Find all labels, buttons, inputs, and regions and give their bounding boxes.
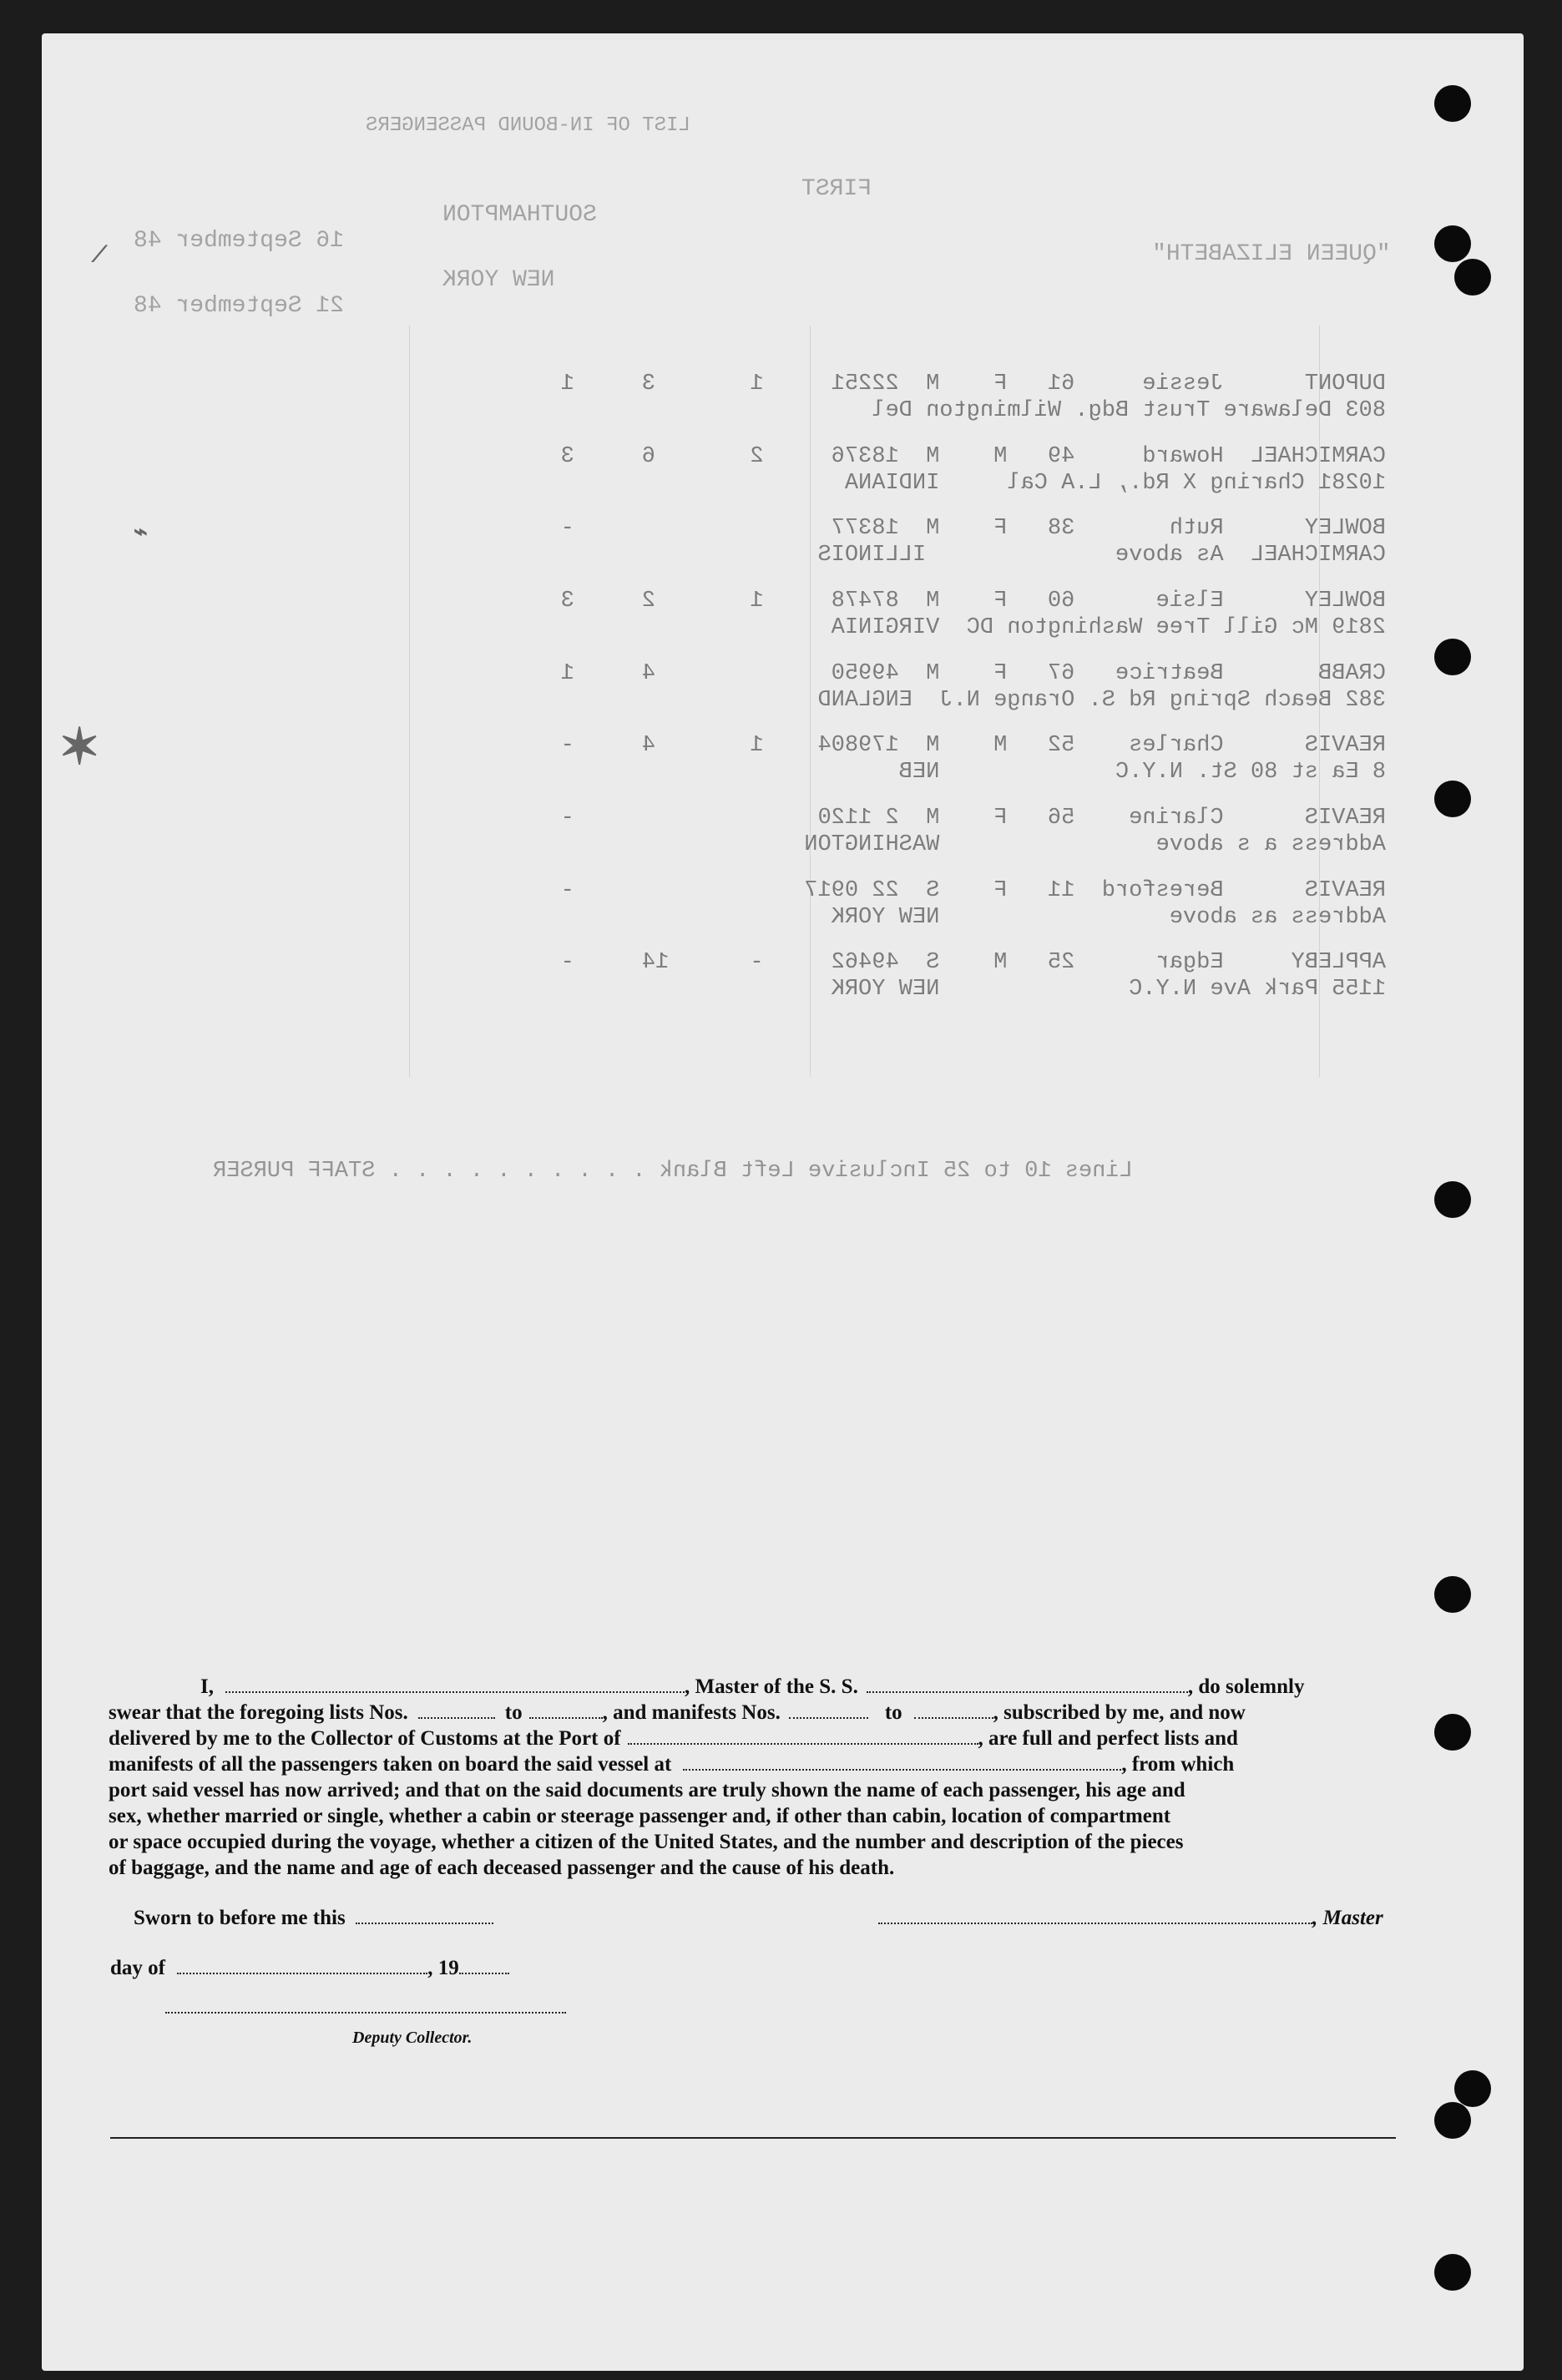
blank-field (356, 1908, 493, 1924)
oath-text: , do solemnly (1187, 1675, 1305, 1698)
oath-line: or space occupied during the voyage, whether a citizen of the United States, and the number and description of the pieces (109, 1831, 1184, 1853)
blank-field (878, 1908, 1312, 1924)
punch-hole (1434, 2102, 1471, 2139)
oath-text: manifests of all the passengers taken on board the said vessel at (109, 1753, 672, 1776)
bleed-footer: Lines 10 to 25 Inclusive Left Blank . . . . . . . . . . STAFF PURSER (212, 1159, 1133, 1184)
punch-hole (1434, 1576, 1471, 1613)
oath-text: delivered by me to the Collector of Customs at the Port of (109, 1727, 621, 1750)
margin-mark: ⟋ (92, 242, 108, 266)
margin-mark: ✶ (58, 720, 101, 775)
oath-text: , Master of the S. S. (684, 1675, 858, 1698)
oath-paragraph (109, 1674, 1394, 1881)
oath-line (109, 1751, 1394, 1777)
manifest-page (42, 33, 1524, 2371)
punch-hole (1434, 1181, 1471, 1218)
faint-rule (409, 326, 410, 1077)
bleed-row: APPLEBY Edgar 25 M S 49462 - 14 - 1155 Park Ave N.Y.C NEW YORK (560, 950, 1386, 1002)
oath-text: , and manifests Nos. (602, 1701, 781, 1724)
blank-field (418, 1700, 495, 1719)
bleed-header-line2: FIRST SOUTHAMPTON 16 September 48 (134, 176, 872, 254)
oath-text: , are full and perfect lists and (978, 1727, 1238, 1750)
oath-text: , from which (1121, 1753, 1235, 1776)
punch-hole (1434, 85, 1471, 122)
blank-field (459, 1958, 509, 1974)
bleed-row: CRABB Beatrice 67 F M 49950 4 1 382 Beach Spring Rd S. Orange N.J ENGLAND (560, 661, 1386, 713)
blank-field (177, 1958, 427, 1974)
punch-hole (1434, 225, 1471, 262)
deputy-collector-label: Deputy Collector. (352, 2029, 473, 2047)
bleed-row: CARMICHAEL Howard 49 M M 18376 2 6 3 10281 Charing X Rd., L.A Cal INDIANA (560, 444, 1386, 496)
punch-hole (1434, 781, 1471, 817)
master-signature-line: , Master (878, 1907, 1383, 1930)
bleed-row: BOWLEY Elsie 60 F M 87478 1 2 3 2819 Mc Gill Tree Washington DC VIRGINIA (560, 589, 1386, 640)
blank-field (628, 1726, 978, 1745)
oath-line: of baggage, and the name and age of each deceased passenger and the cause of his death. (109, 1857, 895, 1879)
bleed-row: BOWLEY Ruth 38 F M 18377 - CARMICHAEL As above ILLINOIS (560, 516, 1386, 568)
bleed-header-line3: "QUEEN ELIZABETH" NEW YORK 21 September 48 (134, 241, 1391, 319)
blank-field (683, 1752, 1121, 1771)
blank-field (914, 1700, 993, 1719)
blank-field (225, 1675, 685, 1693)
sworn-label: Sworn to before me this (134, 1907, 493, 1930)
blank-field (867, 1675, 1188, 1693)
oath-line (109, 1726, 1394, 1751)
deputy-signature-line (165, 2012, 566, 2014)
punch-hole (1434, 1714, 1471, 1751)
oath-line (109, 1700, 1394, 1726)
bleed-row: DUPONT Jessie 61 F M 22251 1 3 1 803 Delaware Trust Bdg. Wilmington Del (560, 371, 1386, 423)
punch-hole (1454, 259, 1491, 296)
oath-line: port said vessel has now arrived; and that on the said documents are truly shown the name of each passenger, his age and (109, 1779, 1185, 1801)
blank-field (789, 1700, 868, 1719)
margin-mark: ⌁ (134, 519, 148, 545)
oath-line (109, 1674, 1394, 1700)
oath-text: , subscribed by me, and now (993, 1701, 1246, 1724)
punch-hole (1434, 639, 1471, 675)
bleed-header-title: LIST OF IN-BOUND PASSENGERS (365, 114, 690, 137)
oath-text: swear that the foregoing lists Nos. (109, 1701, 408, 1724)
bottom-rule (110, 2137, 1396, 2139)
oath-text: to (504, 1701, 523, 1724)
day-of-line: day of , 19 (110, 1957, 509, 1980)
oath-text: to (884, 1701, 902, 1724)
oath-text: I, (200, 1675, 214, 1698)
bleed-row: REAVIS Beresford 11 F S 22 0917 - Address as above NEW YORK (560, 878, 1386, 930)
punch-hole (1454, 2070, 1491, 2107)
blank-field (529, 1700, 603, 1719)
oath-line: sex, whether married or single, whether a cabin or steerage passenger and, if other than cabin, location of compartment (109, 1805, 1171, 1827)
bleed-row: REAVIS Charles 52 M M 179804 1 4 - 8 Ea st 80 St. N.Y.C NEB (560, 733, 1386, 785)
bleed-row: REAVIS Clarine 56 F M 2 1120 - Address a s above WASHINGTON (560, 806, 1386, 857)
punch-hole (1434, 2254, 1471, 2291)
